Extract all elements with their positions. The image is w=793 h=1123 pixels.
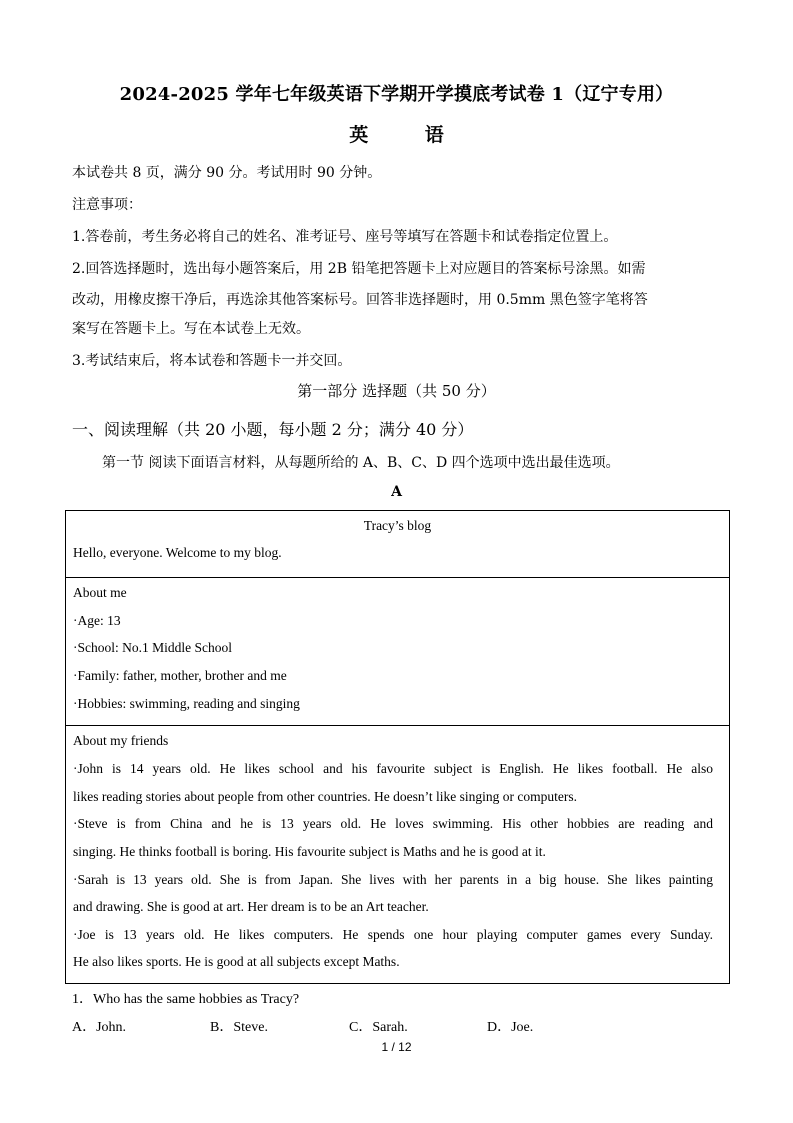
instruction-2b: 改动，用橡皮擦干净后，再选涂其他答案标号。回答非选择题时，用 0.5mm 黑色签字笔将答 bbox=[72, 292, 648, 308]
friends-heading: About my friends bbox=[73, 733, 169, 748]
blog-title: Tracy’s blog bbox=[363, 518, 432, 533]
friends-line: ·Joe is 13 years old. He likes computers. He spends one hour playing computer games every Sunday. bbox=[73, 927, 713, 942]
section-heading: 一、阅读理解（共 20 小题，每小题 2 分；满分 40 分） bbox=[72, 420, 474, 439]
friends-line: ·Steve is from China and he is 13 years old. He loves swimming. His other hobbies are reading and bbox=[73, 816, 713, 831]
friends-line: likes reading stories about people from other countries. He doesn’t like singing or computers. bbox=[73, 789, 578, 804]
instruction-2c: 案写在答题卡上。写在本试卷上无效。 bbox=[72, 321, 310, 337]
option-d[interactable]: D．Joe. bbox=[487, 1020, 534, 1035]
instruction-2a: 2.回答选择题时，选出每小题答案后，用 2B 铅笔把答题卡上对应题目的答案标号涂黑。如需 bbox=[72, 261, 646, 277]
notice-heading: 注意事项： bbox=[72, 197, 142, 213]
about-me-family: ·Family: father, mother, brother and me bbox=[73, 668, 287, 683]
part-heading: 第一部分 选择题（共 50 分） bbox=[297, 382, 496, 400]
question-1-stem: 1．Who has the same hobbies as Tracy? bbox=[72, 992, 300, 1007]
blog-greeting: Hello, everyone. Welcome to my blog. bbox=[73, 545, 282, 560]
about-friends-cell bbox=[66, 725, 729, 983]
exam-info: 本试卷共 8 页，满分 90 分。考试用时 90 分钟。 bbox=[72, 165, 382, 181]
friends-line: singing. He thinks football is boring. His favourite subject is Maths and he is good at it. bbox=[73, 844, 546, 859]
option-b[interactable]: B．Steve. bbox=[210, 1020, 268, 1035]
about-me-hobbies: ·Hobbies: swimming, reading and singing bbox=[73, 696, 300, 711]
about-me-school: ·School: No.1 Middle School bbox=[73, 640, 232, 655]
blog-table bbox=[65, 510, 730, 984]
instruction-1: 1.答卷前，考生务必将自己的姓名、准考证号、座号等填写在答题卡和试卷指定位置上。 bbox=[72, 229, 618, 245]
friends-line: ·Sarah is 13 years old. She is from Japan. She lives with her parents in a big house. She likes painting bbox=[73, 872, 713, 887]
option-a[interactable]: A．John. bbox=[72, 1020, 127, 1035]
passage-label: A bbox=[391, 484, 402, 500]
about-me-age: ·Age: 13 bbox=[73, 613, 121, 628]
option-c[interactable]: C．Sarah. bbox=[349, 1020, 408, 1035]
friends-line: He also likes sports. He is good at all subjects except Maths. bbox=[73, 954, 400, 969]
instruction-3: 3.考试结束后，将本试卷和答题卡一并交回。 bbox=[72, 353, 352, 369]
page-number: 1 / 12 bbox=[381, 1040, 412, 1054]
blog-header-cell bbox=[66, 511, 729, 578]
friends-line: ·John is 14 years old. He likes school and his favourite subject is English. He likes football. He also bbox=[73, 761, 713, 776]
about-me-heading: About me bbox=[73, 585, 127, 600]
exam-title: 2024-2025 学年七年级英语下学期开学摸底考试卷 1（辽宁专用） bbox=[119, 84, 674, 105]
subsection-heading: 第一节 阅读下面语言材料，从每题所给的 A、B、C、D 四个选项中选出最佳选项。 bbox=[102, 455, 620, 471]
friends-line: and drawing. She is good at art. Her dream is to be an Art teacher. bbox=[73, 899, 429, 914]
about-me-cell bbox=[66, 577, 729, 726]
subject-heading: 英 语 bbox=[349, 124, 444, 146]
